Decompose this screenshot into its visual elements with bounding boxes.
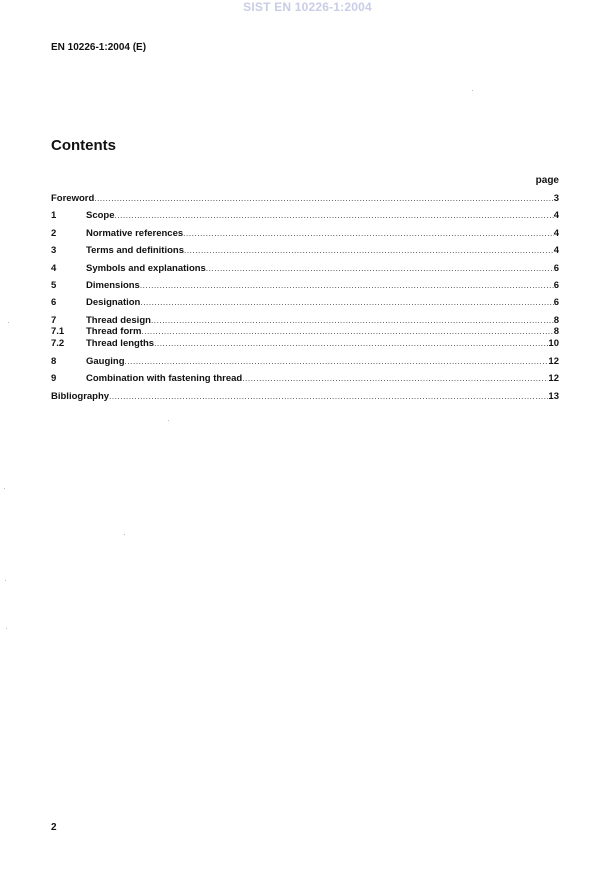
toc-entry-number: 4 bbox=[51, 263, 57, 274]
toc-entry-page: 8 bbox=[553, 315, 559, 326]
toc-dot-leader bbox=[125, 357, 549, 366]
toc-entry-page: 8 bbox=[553, 326, 559, 337]
contents-heading: Contents bbox=[51, 137, 116, 154]
toc-entry-page: 6 bbox=[553, 297, 559, 308]
scan-speck bbox=[168, 420, 169, 421]
toc-entry-number: 6 bbox=[51, 297, 57, 308]
toc-entry-page: 4 bbox=[553, 245, 559, 256]
toc-entry-symbols-and-explanations[interactable] bbox=[51, 263, 559, 275]
toc-entry-title: Bibliography bbox=[51, 391, 110, 402]
toc-dot-leader bbox=[242, 374, 548, 383]
toc-entry-number: 7.2 bbox=[51, 338, 65, 349]
document-watermark: SIST EN 10226-1:2004 bbox=[243, 0, 372, 14]
toc-dot-leader bbox=[206, 264, 554, 273]
toc-entry-page: 13 bbox=[548, 391, 559, 402]
toc-dot-leader bbox=[140, 281, 554, 290]
toc-entry-page: 10 bbox=[548, 338, 559, 349]
toc-entry-title: Terms and definitions bbox=[86, 245, 185, 256]
toc-entry-title: Designation bbox=[86, 297, 141, 308]
toc-entry-number: 8 bbox=[51, 356, 57, 367]
scan-speck bbox=[5, 580, 6, 581]
scan-speck bbox=[124, 534, 125, 535]
toc-entry-number: 7.1 bbox=[51, 326, 65, 337]
toc-entry-normative-references[interactable] bbox=[51, 228, 559, 240]
toc-dot-leader bbox=[109, 392, 548, 401]
toc-entry-title: Scope bbox=[86, 210, 115, 221]
toc-entry-number: 5 bbox=[51, 280, 57, 291]
toc-dot-leader bbox=[154, 339, 548, 348]
scan-speck bbox=[4, 488, 5, 489]
toc-dot-leader bbox=[94, 194, 553, 203]
toc-entry-title: Dimensions bbox=[86, 280, 140, 291]
toc-dot-leader bbox=[115, 211, 554, 220]
toc-dot-leader bbox=[183, 229, 554, 238]
toc-dot-leader bbox=[140, 298, 553, 307]
toc-entry-number: 7 bbox=[51, 315, 57, 326]
toc-entry-page: 3 bbox=[553, 193, 559, 204]
toc-entry-title: Foreword bbox=[51, 193, 95, 204]
toc-entry-page: 4 bbox=[553, 210, 559, 221]
toc-entry-title: Combination with fastening thread bbox=[86, 373, 243, 384]
toc-entry-number: 1 bbox=[51, 210, 57, 221]
toc-entry-title: Gauging bbox=[86, 356, 125, 367]
toc-entry-scope[interactable] bbox=[51, 210, 559, 222]
toc-entry-bibliography[interactable] bbox=[51, 391, 559, 403]
scan-speck bbox=[472, 90, 473, 91]
page-column-label: page bbox=[535, 175, 559, 186]
document-header: EN 10226-1:2004 (E) bbox=[51, 42, 147, 53]
toc-entry-title: Thread lengths bbox=[86, 338, 155, 349]
toc-entry-title: Thread form bbox=[86, 326, 142, 337]
toc-entry-number: 3 bbox=[51, 245, 57, 256]
toc-entry-terms-and-definitions[interactable] bbox=[51, 245, 559, 257]
scan-speck bbox=[8, 322, 9, 323]
toc-entry-title: Normative references bbox=[86, 228, 184, 239]
toc-dot-leader bbox=[141, 327, 553, 336]
scan-speck bbox=[6, 628, 7, 629]
toc-entry-gauging[interactable] bbox=[51, 356, 559, 368]
toc-entry-page: 4 bbox=[553, 228, 559, 239]
toc-entry-combination-with-fastening-thread[interactable] bbox=[51, 373, 559, 385]
toc-entry-page: 6 bbox=[553, 263, 559, 274]
toc-entry-page: 12 bbox=[548, 356, 559, 367]
toc-entry-title: Thread design bbox=[86, 315, 151, 326]
toc-entry-number: 2 bbox=[51, 228, 57, 239]
toc-dot-leader bbox=[184, 246, 554, 255]
toc-entry-title: Symbols and explanations bbox=[86, 263, 206, 274]
toc-entry-dimensions[interactable] bbox=[51, 280, 559, 292]
toc-entry-thread-form[interactable] bbox=[51, 326, 559, 338]
toc-entry-foreword[interactable] bbox=[51, 193, 559, 205]
toc-entry-number: 9 bbox=[51, 373, 57, 384]
toc-entry-page: 6 bbox=[553, 280, 559, 291]
toc-entry-thread-lengths[interactable] bbox=[51, 338, 559, 350]
page-number: 2 bbox=[51, 822, 57, 833]
toc-entry-page: 12 bbox=[548, 373, 559, 384]
toc-entry-designation[interactable] bbox=[51, 297, 559, 309]
toc-dot-leader bbox=[151, 316, 554, 325]
